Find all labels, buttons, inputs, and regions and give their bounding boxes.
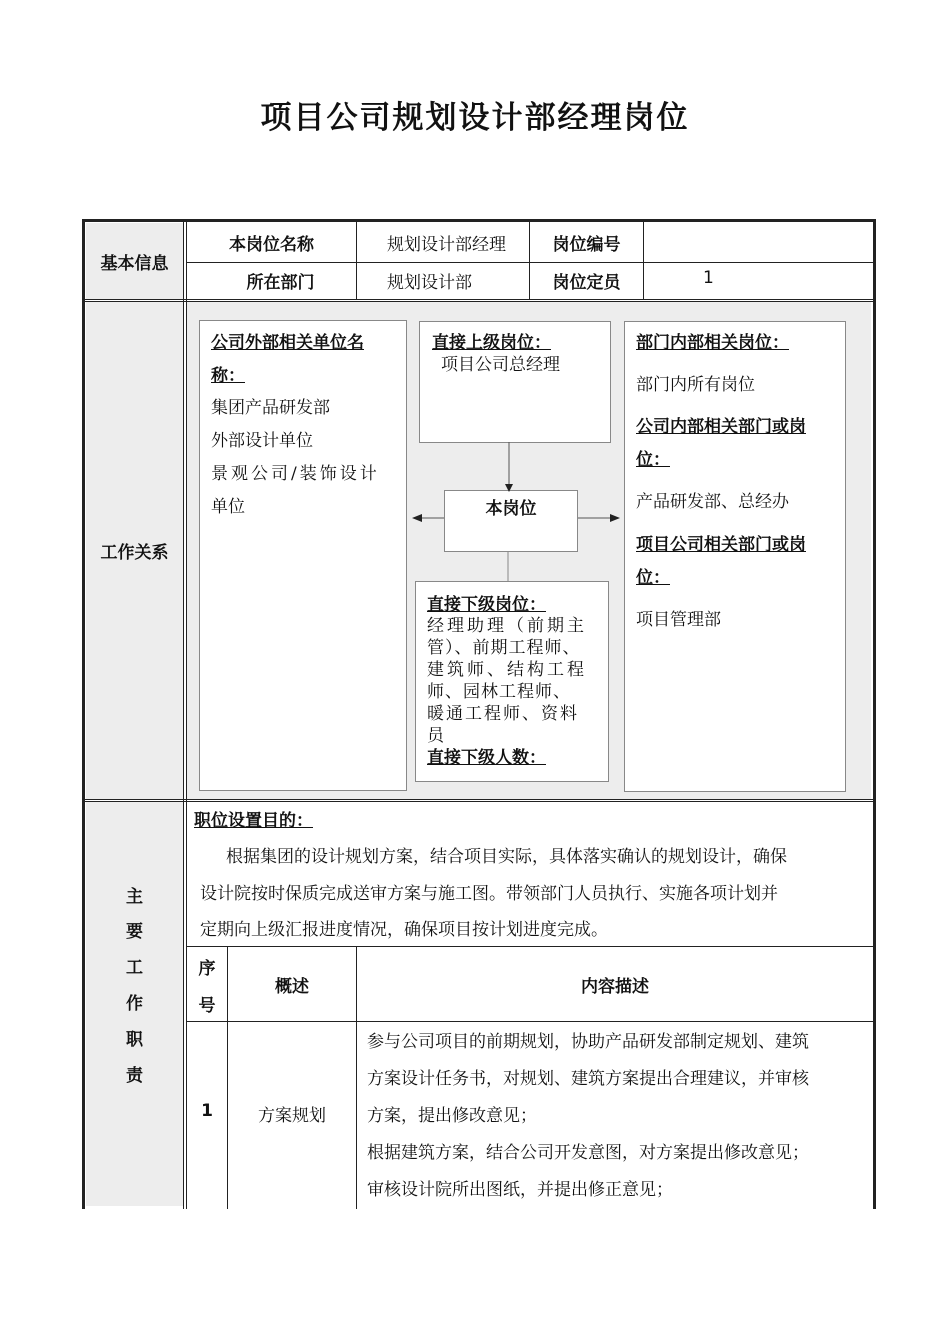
duties-label-char: 作 <box>126 994 143 1014</box>
row-seq: 1 <box>201 1101 213 1121</box>
row-content-line: 参与公司项目的前期规划，协助产品研发部制定规划、建筑 <box>367 1032 809 1052</box>
department-value: 规划设计部 <box>387 273 472 293</box>
company-internal-heading-2: 位： <box>636 450 670 470</box>
duties-label-char: 责 <box>126 1066 143 1086</box>
dept-internal-heading: 部门内部相关岗位： <box>636 333 789 353</box>
relation-connectors <box>400 440 630 590</box>
headcount-value: 1 <box>703 268 714 288</box>
row-content-line: 方案设计任务书，对规划、建筑方案提出合理建议，并审核 <box>367 1069 809 1089</box>
duties-label-char: 主 <box>126 887 143 907</box>
row-summary: 方案规划 <box>258 1106 326 1126</box>
row-content-line: 根据建筑方案，结合公司开发意图，对方案提出修改意见； <box>367 1143 809 1163</box>
subordinate-line: 暖通工程师、资料 <box>427 704 579 724</box>
external-unit-item: 外部设计单位 <box>211 431 313 451</box>
subordinate-line: 员 <box>427 726 444 746</box>
dept-internal-value: 部门内所有岗位 <box>636 375 755 395</box>
purpose-line: 定期向上级汇报进度情况，确保项目按计划进度完成。 <box>200 920 608 940</box>
project-internal-heading-2: 位： <box>636 568 670 588</box>
external-units-heading-2: 称： <box>211 366 245 386</box>
self-position-label: 本岗位 <box>485 499 537 519</box>
position-code-label: 岗位编号 <box>552 235 621 255</box>
external-unit-item: 单位 <box>211 497 245 517</box>
project-internal-value: 项目管理部 <box>636 610 721 630</box>
basic-info-label: 基本信息 <box>100 254 169 274</box>
subordinate-line: 师、园林工程师、 <box>427 682 571 702</box>
subordinate-count-label: 直接下级人数： <box>427 748 546 768</box>
summary-header: 概述 <box>275 977 309 997</box>
row-content-line: 审核设计院所出图纸，并提出修正意见； <box>367 1180 673 1200</box>
position-name-value: 规划设计部经理 <box>387 235 506 255</box>
page-title: 项目公司规划设计部经理岗位 <box>260 100 690 136</box>
headcount-label: 岗位定员 <box>552 273 621 293</box>
purpose-line: 设计院按时保质完成送审方案与施工图。带领部门人员执行、实施各项计划并 <box>200 884 778 904</box>
seq-header: 序 <box>198 959 216 979</box>
department-label: 所在部门 <box>246 273 315 293</box>
subordinate-line: 经理助理（前期主 <box>427 616 587 636</box>
purpose-line: 根据集团的设计规划方案，结合项目实际，具体落实确认的规划设计，确保 <box>226 847 787 867</box>
external-unit-item: 集团产品研发部 <box>211 398 330 418</box>
subordinate-line: 建筑师、结构工程 <box>427 660 587 680</box>
external-unit-item: 景观公司/装饰设计 <box>211 464 380 484</box>
position-name-label: 本岗位名称 <box>229 235 314 255</box>
content-header: 内容描述 <box>581 977 649 997</box>
row-content-line: 方案，提出修改意见； <box>367 1106 537 1126</box>
superior-heading: 直接上级岗位： <box>432 333 551 353</box>
superior-value: 项目公司总经理 <box>441 355 560 375</box>
external-units-heading-1: 公司外部相关单位名 <box>211 333 364 353</box>
duties-label-char: 工 <box>126 958 143 978</box>
external-units-box <box>199 320 407 791</box>
project-internal-heading-1: 项目公司相关部门或岗 <box>636 535 806 555</box>
work-relations-label: 工作关系 <box>100 543 169 563</box>
duties-label-char: 要 <box>126 922 143 942</box>
purpose-heading: 职位设置目的： <box>194 811 313 831</box>
company-internal-value: 产品研发部、总经办 <box>636 492 789 512</box>
duties-label-char: 职 <box>126 1030 143 1050</box>
subordinate-heading: 直接下级岗位： <box>427 595 546 615</box>
seq-header: 号 <box>198 996 216 1016</box>
subordinate-line: 管）、前期工程师、 <box>427 638 581 658</box>
company-internal-heading-1: 公司内部相关部门或岗 <box>636 417 806 437</box>
